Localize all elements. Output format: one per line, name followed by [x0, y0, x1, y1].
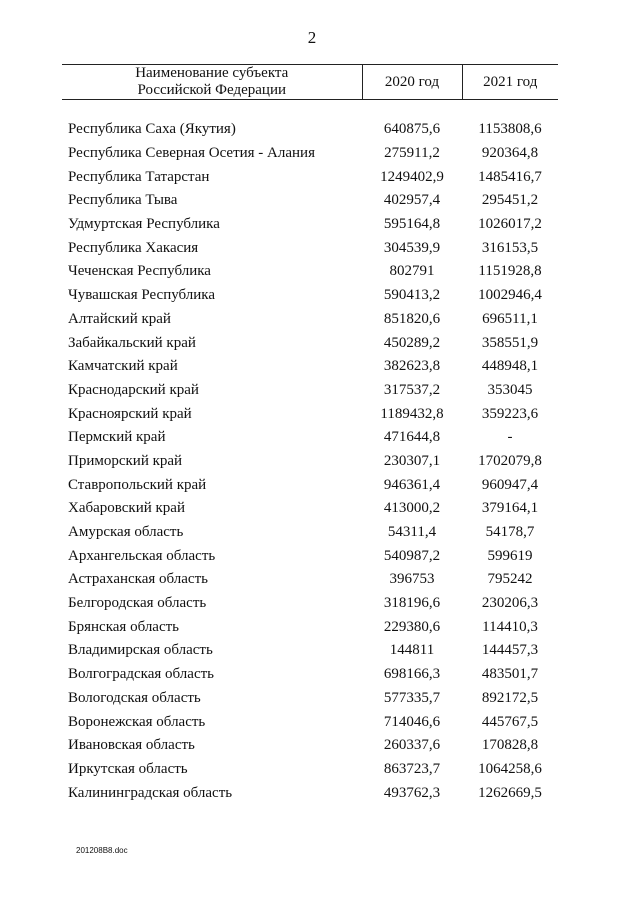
table-row	[62, 189, 558, 213]
region-name-cell: Амурская область	[68, 524, 184, 541]
region-name-cell: Хабаровский край	[68, 500, 185, 517]
header-year-2021: 2021 год	[462, 65, 558, 100]
value-2021-cell: 1262669,5	[478, 784, 542, 801]
value-2021-cell: 1153808,6	[478, 121, 542, 138]
table-row	[62, 521, 558, 545]
region-name-cell: Белгородская область	[68, 595, 207, 612]
value-2021-cell: 892172,5	[481, 689, 539, 706]
table-row	[62, 165, 558, 189]
value-2020-cell: 54311,4	[387, 524, 437, 541]
region-name-cell: Забайкальский край	[68, 334, 196, 351]
value-2020-cell: 540987,2	[383, 547, 441, 564]
value-2021-cell: 960947,4	[481, 476, 539, 493]
value-2020-cell: 698166,3	[383, 666, 441, 683]
region-name-cell: Пермский край	[68, 429, 166, 446]
value-2021-cell: 1064258,6	[478, 760, 542, 777]
page-number: 2	[307, 28, 317, 47]
value-2021-cell: 1485416,7	[478, 168, 542, 185]
table-row	[62, 615, 558, 639]
table-row	[62, 402, 558, 426]
value-2021-cell: 295451,2	[481, 192, 539, 209]
value-2020-cell: 1189432,8	[380, 405, 444, 422]
value-2020-cell: 450289,2	[383, 334, 441, 351]
table-row	[62, 710, 558, 734]
table-row	[62, 260, 558, 284]
value-2020-cell: 577335,7	[383, 689, 441, 706]
region-name-cell: Ивановская область	[68, 737, 195, 754]
table-row	[62, 544, 558, 568]
value-2021-cell: 1702079,8	[478, 452, 542, 469]
value-2020-cell: 144811	[389, 642, 435, 659]
table-row	[62, 450, 558, 474]
header-region-name-line2: Российской Федерации	[137, 82, 286, 98]
region-name-cell: Республика Татарстан	[68, 168, 210, 185]
value-2021-cell: 696511,1	[482, 310, 538, 327]
value-2021-cell: 599619	[487, 547, 533, 564]
value-2021-cell: 230206,3	[481, 595, 539, 612]
table-row	[62, 142, 558, 166]
region-name-cell: Астраханская область	[68, 571, 208, 588]
table-header	[62, 65, 558, 100]
value-2021-cell: 170828,8	[481, 737, 539, 754]
region-name-cell: Приморский край	[68, 452, 183, 469]
value-2020-cell: 471644,8	[383, 429, 441, 446]
region-name-cell: Краснодарский край	[68, 381, 199, 398]
value-2020-cell: 413000,2	[383, 500, 441, 517]
value-2020-cell: 595164,8	[383, 216, 441, 233]
value-2020-cell: 396753	[389, 571, 435, 588]
table-row	[62, 379, 558, 403]
value-2021-cell: 445767,5	[481, 713, 539, 730]
region-name-cell: Калининградская область	[68, 784, 233, 801]
value-2020-cell: 714046,6	[383, 713, 441, 730]
region-name-cell: Республика Северная Осетия - Алания	[68, 145, 315, 162]
header-year-2020: 2020 год	[362, 65, 462, 100]
table-row	[62, 758, 558, 782]
budget-table	[62, 64, 558, 805]
value-2021-cell: 54178,7	[485, 524, 535, 541]
region-name-cell: Архангельская область	[68, 547, 216, 564]
table-row	[62, 734, 558, 758]
region-name-cell: Вологодская область	[68, 689, 201, 706]
table-row	[62, 639, 558, 663]
value-2020-cell: 590413,2	[383, 287, 441, 304]
table-row	[62, 118, 558, 142]
region-name-cell: Воронежская область	[68, 713, 206, 730]
value-2021-cell: 1002946,4	[478, 287, 542, 304]
budget-table-container	[62, 64, 558, 805]
region-name-cell: Ставропольский край	[68, 476, 207, 493]
region-name-cell: Камчатский край	[68, 358, 178, 375]
table-row	[62, 473, 558, 497]
value-2021-cell: 795242	[487, 571, 533, 588]
value-2021-cell: 358551,9	[481, 334, 539, 351]
region-name-cell: Волгоградская область	[68, 666, 214, 683]
value-2021-cell: 1151928,8	[478, 263, 542, 280]
table-row	[62, 592, 558, 616]
value-2021-cell: 114410,3	[482, 618, 538, 635]
table-row	[62, 497, 558, 521]
table-row	[62, 355, 558, 379]
value-2021-cell: 448948,1	[481, 358, 539, 375]
table-row	[62, 781, 558, 805]
region-name-cell: Чувашская Республика	[68, 287, 216, 304]
value-2020-cell: 275911,2	[384, 145, 440, 162]
region-name-cell: Республика Хакасия	[68, 239, 199, 256]
value-2020-cell: 260337,6	[383, 737, 441, 754]
document-filename: 201208B8.doc	[76, 846, 128, 855]
region-name-cell: Брянская область	[68, 618, 180, 635]
value-2021-cell: 1026017,2	[478, 216, 542, 233]
value-2020-cell: 493762,3	[383, 784, 441, 801]
table-row	[62, 213, 558, 237]
value-2020-cell: 382623,8	[383, 358, 441, 375]
value-2020-cell: 304539,9	[383, 239, 441, 256]
table-row	[62, 568, 558, 592]
table-row	[62, 308, 558, 332]
value-2020-cell: 318196,6	[383, 595, 441, 612]
table-row	[62, 236, 558, 260]
table-row	[62, 284, 558, 308]
value-2020-cell: 230307,1	[383, 452, 441, 469]
value-2020-cell: 946361,4	[383, 476, 441, 493]
region-name-cell: Иркутская область	[68, 760, 188, 777]
table-row	[62, 331, 558, 355]
value-2021-cell: 316153,5	[481, 239, 539, 256]
header-region-name-line1: Наименование субъекта	[135, 65, 289, 81]
table-row	[62, 687, 558, 711]
value-2020-cell: 863723,7	[383, 760, 441, 777]
table-row	[62, 426, 558, 450]
value-2021-cell: -	[507, 429, 513, 446]
value-2021-cell: 379164,1	[481, 500, 539, 517]
value-2020-cell: 802791	[389, 263, 435, 280]
value-2020-cell: 851820,6	[383, 310, 441, 327]
region-name-cell: Чеченская Республика	[68, 263, 211, 280]
region-name-cell: Владимирская область	[68, 642, 213, 659]
value-2021-cell: 483501,7	[481, 666, 539, 683]
region-name-cell: Алтайский край	[68, 310, 171, 327]
region-name-cell: Удмуртская Республика	[68, 216, 220, 233]
table-body	[62, 100, 558, 805]
value-2020-cell: 1249402,9	[380, 168, 444, 185]
value-2021-cell: 353045	[487, 381, 533, 398]
region-name-cell: Красноярский край	[68, 405, 192, 422]
region-name-cell: Республика Тыва	[68, 192, 178, 209]
value-2020-cell: 317537,2	[383, 381, 441, 398]
region-name-cell: Республика Саха (Якутия)	[68, 121, 236, 138]
value-2020-cell: 402957,4	[383, 192, 441, 209]
table-row	[62, 663, 558, 687]
value-2020-cell: 640875,6	[383, 121, 441, 138]
value-2021-cell: 144457,3	[481, 642, 539, 659]
value-2021-cell: 920364,8	[481, 145, 539, 162]
value-2021-cell: 359223,6	[481, 405, 539, 422]
header-region-name	[62, 65, 362, 100]
value-2020-cell: 229380,6	[383, 618, 441, 635]
